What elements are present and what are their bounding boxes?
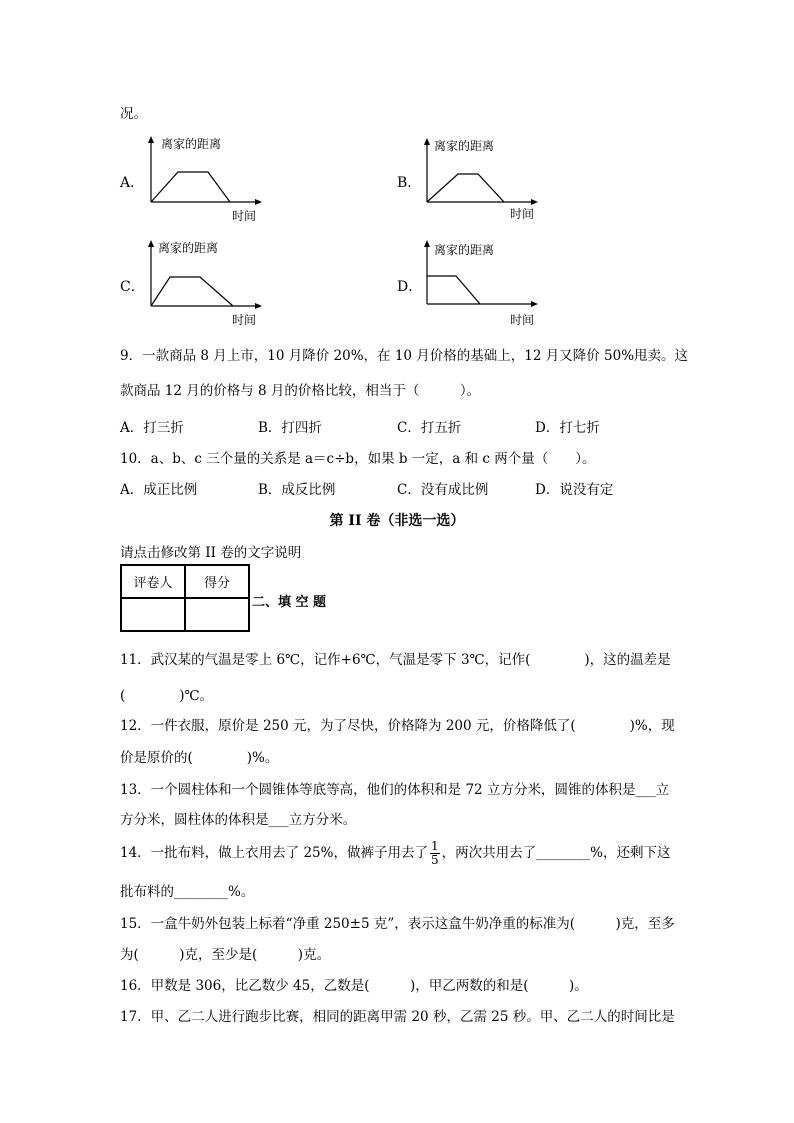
- q17-line1: 17．甲、乙二人进行跑步比赛，相同的距离甲需 20 秒，乙需 25 秒。甲、乙二人的时间比是: [120, 1009, 675, 1025]
- score-cell[interactable]: [185, 598, 249, 631]
- q14-fraction: [430, 840, 440, 867]
- q10-option-c: C．没有成比例: [397, 482, 489, 498]
- grader-cell[interactable]: [121, 598, 185, 631]
- q9-option-c: C．打五折: [397, 420, 462, 436]
- q10-line1: 10．a、b、c 三个量的关系是 a＝c÷b，如果 b 一定，a 和 c 两个量（ ）。: [120, 451, 596, 467]
- q10-option-b: B．成反比例: [258, 482, 336, 498]
- graph-a: [140, 134, 270, 224]
- q16-line1: 16．甲数是 306，比乙数少 45，乙数是( )，甲乙两数的和是( )。: [120, 978, 588, 994]
- q14-frac-num: 1: [430, 839, 439, 853]
- option-b-letter: B．: [397, 175, 422, 191]
- q14-frac-den: 5: [430, 853, 439, 867]
- graph-c-xlabel: 时间: [232, 313, 257, 327]
- q9-option-b: B．打四折: [258, 420, 322, 436]
- q13-line2: 方分米，圆柱体的体积是___立方分米。: [120, 812, 357, 828]
- graph-b-xlabel: 时间: [510, 207, 535, 221]
- top-fragment: 况。: [120, 106, 147, 122]
- graph-b-ylabel: 离家的距离: [434, 139, 495, 153]
- graph-b: [416, 136, 546, 226]
- q12-line1: 12．一件衣服，原价是 250 元，为了尽快，价格降为 200 元，价格降低了( )%，现: [120, 718, 675, 734]
- q9-option-a: A．打三折: [120, 420, 184, 436]
- grader-label: 评卷人: [121, 565, 185, 598]
- q9-option-d: D．打七折: [535, 420, 600, 436]
- graph-a-ylabel: 离家的距离: [161, 137, 222, 151]
- q14-part1: 14．一批布料，做上衣用去了 25%，做裤子用去了: [120, 845, 428, 861]
- section-title: 第 II 卷（非选一选）: [329, 513, 465, 529]
- q15-line1: 15．一盒牛奶外包装上标着“净重 250±5 克”，表示这盒牛奶净重的标准为( )克，至多: [120, 916, 675, 932]
- graph-c: [140, 238, 270, 328]
- score-table: [120, 564, 250, 632]
- section-heading: 二、填 空 题: [252, 595, 327, 610]
- q13-line1: 13．一个圆柱体和一个圆锥体等底等高，他们的体积和是 72 立方分米，圆锥的体积是___立: [120, 782, 670, 798]
- q15-line2: 为( )克，至少是( )克。: [120, 947, 331, 963]
- graph-d-ylabel: 离家的距离: [434, 243, 495, 257]
- q9-line1: 9．一款商品 8 月上市，10 月降价 20%，在 10 月价格的基础上，12 月又降价 50%甩卖。这: [120, 348, 689, 364]
- option-c-letter: C．: [120, 279, 145, 295]
- graph-d: [416, 238, 546, 328]
- q14-line1: [120, 840, 670, 867]
- score-label: 得分: [185, 565, 249, 598]
- q14-line2: 批布料的________%。: [120, 884, 255, 900]
- graph-c-ylabel: 离家的距离: [158, 241, 219, 255]
- option-a-letter: A．: [120, 175, 145, 191]
- q9-line2: 款商品 12 月的价格与 8 月的价格比较，相当于（ ）。: [120, 383, 481, 399]
- section-note: 请点击修改第 II 卷的文字说明: [120, 545, 302, 561]
- q12-line2: 价是原价的( )%。: [120, 750, 279, 766]
- graph-d-xlabel: 时间: [510, 313, 535, 327]
- q10-option-d: D．说没有定: [535, 482, 614, 498]
- q11-line2: ( )℃。: [120, 688, 214, 704]
- q14-part2: ，两次共用去了________%，还剩下这: [441, 845, 671, 861]
- q10-option-a: A．成正比例: [120, 482, 198, 498]
- option-d-letter: D．: [397, 279, 423, 295]
- q11-line1: 11．武汉某的气温是零上 6℃，记作+6℃，气温是零下 3℃，记作( )，这的温差是: [120, 652, 671, 668]
- graph-a-xlabel: 时间: [232, 209, 257, 223]
